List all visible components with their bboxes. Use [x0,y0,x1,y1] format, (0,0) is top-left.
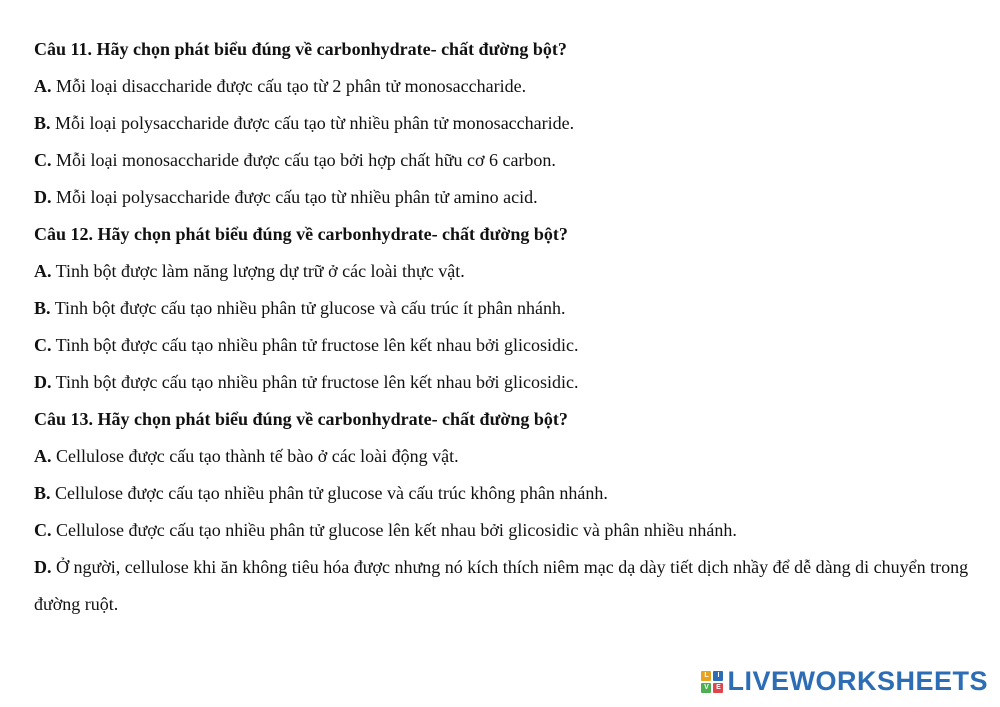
option-text: Cellulose được cấu tạo nhiều phân tử glucose lên kết nhau bởi glicosidic và phân nhiều nhánh. [51,520,737,540]
option-text: Mỗi loại monosaccharide được cấu tạo bởi hợp chất hữu cơ 6 carbon. [51,150,556,170]
option-text: Tinh bột được cấu tạo nhiều phân tử fructose lên kết nhau bởi glicosidic. [51,372,579,392]
option-d[interactable] [34,179,979,216]
option-c[interactable] [34,327,979,364]
question-title: Câu 13. Hãy chọn phát biểu đúng về carbonhydrate- chất đường bột? [34,409,568,429]
worksheet-content [34,31,979,623]
option-text: Cellulose được cấu tạo thành tế bào ở các loài động vật. [51,446,459,466]
option-c[interactable] [34,512,979,549]
option-a[interactable] [34,253,979,290]
option-d[interactable] [34,364,979,401]
logo-letter-e: E [713,683,723,693]
option-text: Tinh bột được cấu tạo nhiều phân tử glucose và cấu trúc ít phân nhánh. [50,298,566,318]
question-13 [34,401,979,623]
logo-letter-i: I [713,671,723,681]
option-a[interactable] [34,438,979,475]
option-letter: A. [34,446,52,466]
question-title: Câu 11. Hãy chọn phát biểu đúng về carbonhydrate- chất đường bột? [34,39,567,59]
option-letter: B. [34,298,51,318]
option-text: Mỗi loại disaccharide được cấu tạo từ 2 phân tử monosaccharide. [51,76,527,96]
option-text: Tinh bột được cấu tạo nhiều phân tử fructose lên kết nhau bởi glicosidic. [51,335,579,355]
option-letter: D. [34,372,52,392]
option-letter: A. [34,261,52,281]
option-text: Cellulose được cấu tạo nhiều phân tử glucose và cấu trúc không phân nhánh. [50,483,608,503]
logo-letter-v: V [701,683,711,693]
question-title: Câu 12. Hãy chọn phát biểu đúng về carbonhydrate- chất đường bột? [34,224,568,244]
option-letter: D. [34,187,52,207]
option-letter: D. [34,557,52,577]
option-b[interactable] [34,475,979,512]
option-text: Tinh bột được làm năng lượng dự trữ ở các loài thực vật. [51,261,465,281]
option-c[interactable] [34,142,979,179]
option-text: Mỗi loại polysaccharide được cấu tạo từ nhiều phân tử amino acid. [51,187,538,207]
option-letter: C. [34,520,52,540]
logo-icon [701,671,723,693]
option-letter: B. [34,483,51,503]
option-letter: A. [34,76,52,96]
liveworksheets-logo [701,666,988,697]
option-text: Ở người, cellulose khi ăn không tiêu hóa được nhưng nó kích thích niêm mạc dạ dày tiết dịch nhầy để dễ dàng di chuyển trong đường ruột. [34,557,969,614]
option-b[interactable] [34,105,979,142]
option-letter: B. [34,113,51,133]
option-b[interactable] [34,290,979,327]
brand-name: LIVEWORKSHEETS [727,666,988,696]
logo-letter-l: L [701,671,711,681]
option-text: Mỗi loại polysaccharide được cấu tạo từ nhiều phân tử monosaccharide. [50,113,575,133]
option-letter: C. [34,335,52,355]
question-12 [34,216,979,401]
option-d[interactable] [34,549,979,623]
option-letter: C. [34,150,52,170]
question-11 [34,31,979,216]
option-a[interactable] [34,68,979,105]
